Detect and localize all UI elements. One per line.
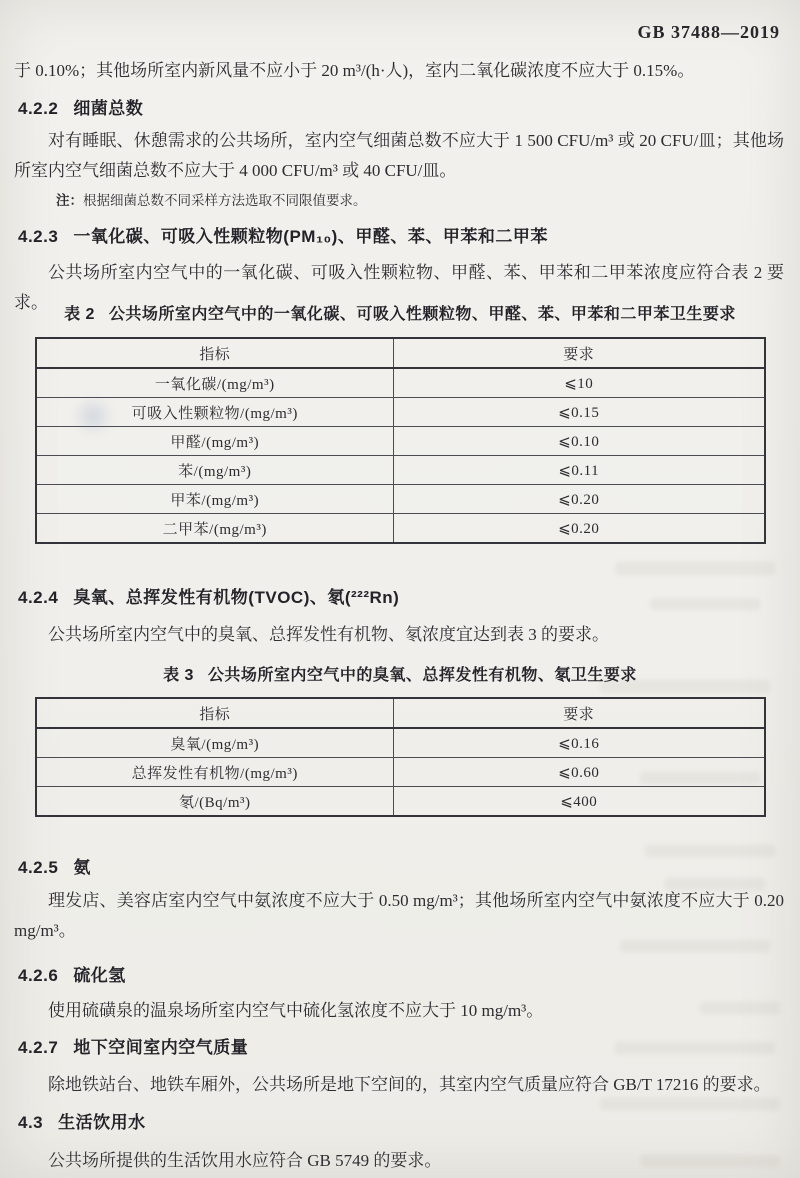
table2-header-row [36, 338, 765, 368]
paragraph-continued: 于 0.10%；其他场所室内新风量不应小于 20 m³/(h·人)，室内二氧化碳浓度不应大于 0.15%。 [14, 61, 695, 80]
requirement-cell: ⩽0.60 [393, 758, 765, 787]
table3-header-requirement: 要求 [393, 698, 765, 728]
section-title: 一氧化碳、可吸入性颗粒物(PM₁₀)、甲醛、苯、甲苯和二甲苯 [73, 227, 548, 246]
indicator-cell: 二甲苯/(mg/m³) [36, 514, 393, 544]
requirement-cell: ⩽0.20 [393, 514, 765, 544]
section-number: 4.2.3 [18, 227, 59, 246]
table3 [35, 697, 766, 817]
paragraph-4-2-2: 对有睡眠、休憩需求的公共场所，室内空气细菌总数不应大于 1 500 CFU/m³ 或 20 CFU/皿；其他场所室内空气细菌总数不应大于 4 000 CFU/m³ 或 40 CFU/皿。 [14, 131, 784, 180]
requirement-cell: ⩽10 [393, 368, 765, 398]
requirement-cell: ⩽0.11 [393, 456, 765, 485]
table3-caption-label: 表 3 [163, 667, 194, 684]
section-number: 4.2.7 [18, 1038, 59, 1057]
section-title: 氨 [73, 858, 91, 877]
indicator-cell: 氡/(Bq/m³) [36, 787, 393, 817]
table2-header-indicator: 指标 [36, 338, 393, 368]
section-number: 4.2.6 [18, 966, 59, 985]
scan-artifact [615, 562, 775, 575]
paragraph-4-2-6: 使用硫磺泉的温泉场所室内空气中硫化氢浓度不应大于 10 mg/m³。 [48, 1001, 544, 1020]
section-number: 4.2.4 [18, 588, 59, 607]
table-row [36, 728, 765, 758]
paragraph-4-2-5: 理发店、美容店室内空气中氨浓度不应大于 0.50 mg/m³；其他场所室内空气中氨浓度不应大于 0.20 mg/m³。 [14, 891, 784, 940]
table2-caption-label: 表 2 [64, 306, 95, 323]
section-heading-4-2-6 [18, 961, 126, 986]
indicator-cell: 苯/(mg/m³) [36, 456, 393, 485]
section-title: 细菌总数 [73, 99, 144, 118]
note-label: 注： [56, 193, 83, 208]
table-row [36, 514, 765, 544]
requirement-cell: ⩽400 [393, 787, 765, 817]
table3-header-row [36, 698, 765, 728]
table-row [36, 787, 765, 817]
table-row [36, 368, 765, 398]
scan-artifact [615, 1042, 775, 1054]
standard-number: GB 37488—2019 [637, 22, 780, 42]
section-heading-4-2-4 [18, 583, 399, 608]
scan-artifact [645, 845, 775, 857]
section-heading-4-2-2 [18, 94, 143, 119]
table2-header-requirement: 要求 [393, 338, 765, 368]
section-heading-4-3 [18, 1108, 146, 1133]
indicator-cell: 可吸入性颗粒物/(mg/m³) [36, 398, 393, 427]
section-heading-4-2-5 [18, 853, 91, 878]
section-heading-4-2-3 [18, 222, 548, 247]
table3-caption [0, 662, 800, 685]
table2 [35, 337, 766, 544]
indicator-cell: 甲醛/(mg/m³) [36, 427, 393, 456]
indicator-cell: 甲苯/(mg/m³) [36, 485, 393, 514]
table3-header-indicator: 指标 [36, 698, 393, 728]
section-number: 4.2.5 [18, 858, 59, 877]
note-4-2-2 [56, 191, 756, 211]
table2-caption [0, 301, 800, 324]
section-title: 生活饮用水 [58, 1113, 146, 1132]
section-number: 4.2.2 [18, 99, 59, 118]
table-row [36, 398, 765, 427]
section-heading-4-2-7 [18, 1033, 248, 1058]
paragraph-4-2-3: 公共场所室内空气中的一氧化碳、可吸入性颗粒物、甲醛、苯、甲苯和二甲苯浓度应符合表 2 要求。 [14, 263, 784, 312]
paragraph-4-2-7: 除地铁站台、地铁车厢外，公共场所是地下空间的，其室内空气质量应符合 GB/T 17216 的要求。 [48, 1075, 771, 1094]
table2-caption-text: 公共场所室内空气中的一氧化碳、可吸入性颗粒物、甲醛、苯、甲苯和二甲苯卫生要求 [108, 306, 736, 323]
section-title: 硫化氢 [73, 966, 126, 985]
section-title: 地下空间室内空气质量 [73, 1038, 249, 1057]
table-row [36, 758, 765, 787]
requirement-cell: ⩽0.20 [393, 485, 765, 514]
section-title: 臭氧、总挥发性有机物(TVOC)、氡(²²²Rn) [73, 588, 400, 607]
section-number: 4.3 [18, 1113, 44, 1132]
note-text: 根据细菌总数不同采样方法选取不同限值要求。 [83, 193, 367, 208]
paragraph-4-3: 公共场所提供的生活饮用水应符合 GB 5749 的要求。 [48, 1151, 442, 1170]
indicator-cell: 总挥发性有机物/(mg/m³) [36, 758, 393, 787]
table-row [36, 456, 765, 485]
requirement-cell: ⩽0.16 [393, 728, 765, 758]
scan-artifact [650, 598, 760, 610]
paragraph-4-2-4: 公共场所室内空气中的臭氧、总挥发性有机物、氡浓度宜达到表 3 的要求。 [48, 625, 609, 644]
indicator-cell: 一氧化碳/(mg/m³) [36, 368, 393, 398]
requirement-cell: ⩽0.10 [393, 427, 765, 456]
indicator-cell: 臭氧/(mg/m³) [36, 728, 393, 758]
requirement-cell: ⩽0.15 [393, 398, 765, 427]
table-row [36, 427, 765, 456]
table3-caption-text: 公共场所室内空气中的臭氧、总挥发性有机物、氡卫生要求 [207, 667, 637, 684]
table-row [36, 485, 765, 514]
